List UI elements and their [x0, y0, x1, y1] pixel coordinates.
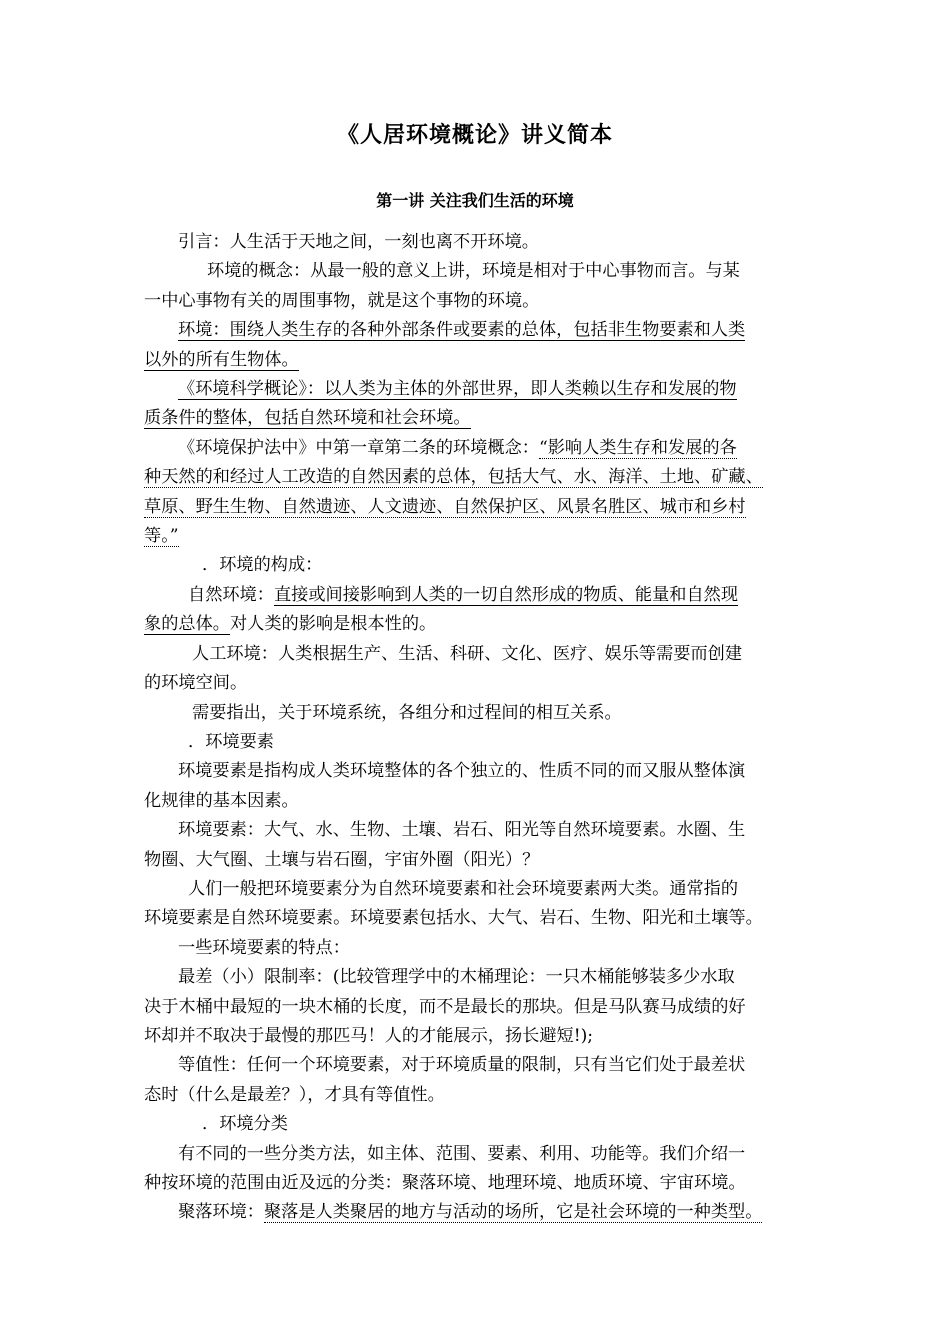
paragraph-line: 环境要素：大气、水、生物、土壤、岩石、阳光等自然环境要素。水圈、生 [178, 820, 746, 841]
plain-text: 聚落环境： [178, 1202, 264, 1223]
dotted-underlined-text: “影响人类生存和发展的各 [538, 437, 737, 458]
paragraph-line: 一中心事物有关的周围事物，就是这个事物的环境。 [144, 290, 540, 311]
dotted-underlined-text: 等。” [144, 526, 179, 547]
underlined-text: 以外的所有生物体。 [144, 349, 299, 370]
paragraph-line: 决于木桶中最短的一块木桶的长度，而不是最长的那块。但是马队赛马成绩的好 [144, 996, 746, 1017]
paragraph-line [144, 404, 810, 433]
underlined-text: 质条件的整体，包括自然环境和社会环境。 [144, 408, 471, 429]
paragraph-line: 引言：人生活于天地之间，一刻也离不开环境。 [178, 232, 539, 252]
paragraph-line: 的环境空间。 [144, 673, 248, 694]
paragraph-line: 种按环境的范围由近及远的分类：聚落环境、地理环境、地质环境、宇宙环境。 [144, 1173, 746, 1193]
paragraph-line [144, 581, 810, 610]
paragraph-line: 等值性：任何一个环境要素，对于环境质量的限制，只有当它们处于最差状 [178, 1055, 746, 1076]
paragraph-line: 需要指出，关于环境系统，各组分和过程间的相互关系。 [192, 702, 622, 723]
underlined-text: 环境：围绕人类生存的各种外部条件或要素的总体，包括非生物要素和人类 [178, 320, 746, 341]
paragraph-line [144, 610, 810, 639]
paragraph-line [144, 1198, 810, 1227]
underlined-text: 《环境科学概论》：以人类为主体的外部世界，即人类赖以生存和发展的物 [178, 379, 737, 400]
paragraph-line [144, 346, 810, 375]
dotted-underlined-text: 草原、野生生物、自然遗迹、人文遗迹、自然保护区、风景名胜区、城市和乡村 [144, 496, 746, 517]
dotted-underlined-text: 聚落是人类聚居的地方与活动的场所，它是社会环境的一种类型。 [263, 1202, 763, 1223]
document-title: 《人居环境概论》讲义简本 [336, 123, 613, 148]
paragraph-line [144, 434, 810, 463]
dotted-underlined-text: 种天然的和经过人工改造的自然因素的总体，包括大气、水、海洋、土地、矿藏、 [144, 467, 763, 488]
paragraph-line: 物圈、大气圈、土壤与岩石圈，宇宙外圈（阳光）？ [144, 849, 540, 870]
underlined-text: 象的总体。 [144, 614, 230, 635]
lecture-title: 第一讲 关注我们生活的环境 [376, 191, 574, 210]
plain-text: 自然环境： [188, 584, 274, 605]
plain-text: 对人类的影响是根本性的。 [229, 614, 437, 635]
paragraph-line: 环境的概念：从最一般的意义上讲，环境是相对于中心事物而言。与某 [207, 261, 740, 282]
paragraph-line [144, 493, 810, 522]
paragraph-line: 坏却并不取决于最慢的那匹马！人的才能展示，扬长避短!); [144, 1025, 594, 1046]
paragraph-line: 一些环境要素的特点： [178, 937, 350, 958]
paragraph-line: 最差（小）限制率：(比较管理学中的木桶理论：一只木桶能够装多少水取 [178, 967, 735, 988]
section-heading: ．环境要素 [188, 731, 274, 752]
paragraph-line: 有不同的一些分类方法，如主体、范围、要素、利用、功能等。我们介绍一 [178, 1143, 746, 1164]
paragraph-line: 环境要素是自然环境要素。环境要素包括水、大气、岩石、生物、阳光和土壤等。 [144, 908, 763, 929]
paragraph-line [144, 463, 810, 492]
section-heading: ．环境分类 [202, 1114, 288, 1135]
plain-text: 《环境保护法中》中第一章第二条的环境概念： [178, 437, 539, 458]
body-text [144, 228, 810, 1228]
section-heading: ．环境的构成： [202, 555, 323, 576]
paragraph-line: 环境要素是指构成人类环境整体的各个独立的、性质不同的而又服从整体演 [178, 761, 746, 782]
paragraph-line [144, 316, 810, 345]
paragraph-line [144, 522, 810, 551]
paragraph-line [144, 375, 810, 404]
paragraph-line: 态时（什么是最差？），才具有等值性。 [144, 1084, 445, 1105]
paragraph-line: 人工环境：人类根据生产、生活、科研、文化、医疗、娱乐等需要而创建 [192, 643, 743, 664]
underlined-text: 直接或间接影响到人类的一切自然形成的物质、能量和自然现 [273, 584, 739, 605]
paragraph-line: 人们一般把环境要素分为自然环境要素和社会环境要素两大类。通常指的 [188, 878, 739, 899]
paragraph-line: 化规律的基本因素。 [144, 790, 299, 811]
